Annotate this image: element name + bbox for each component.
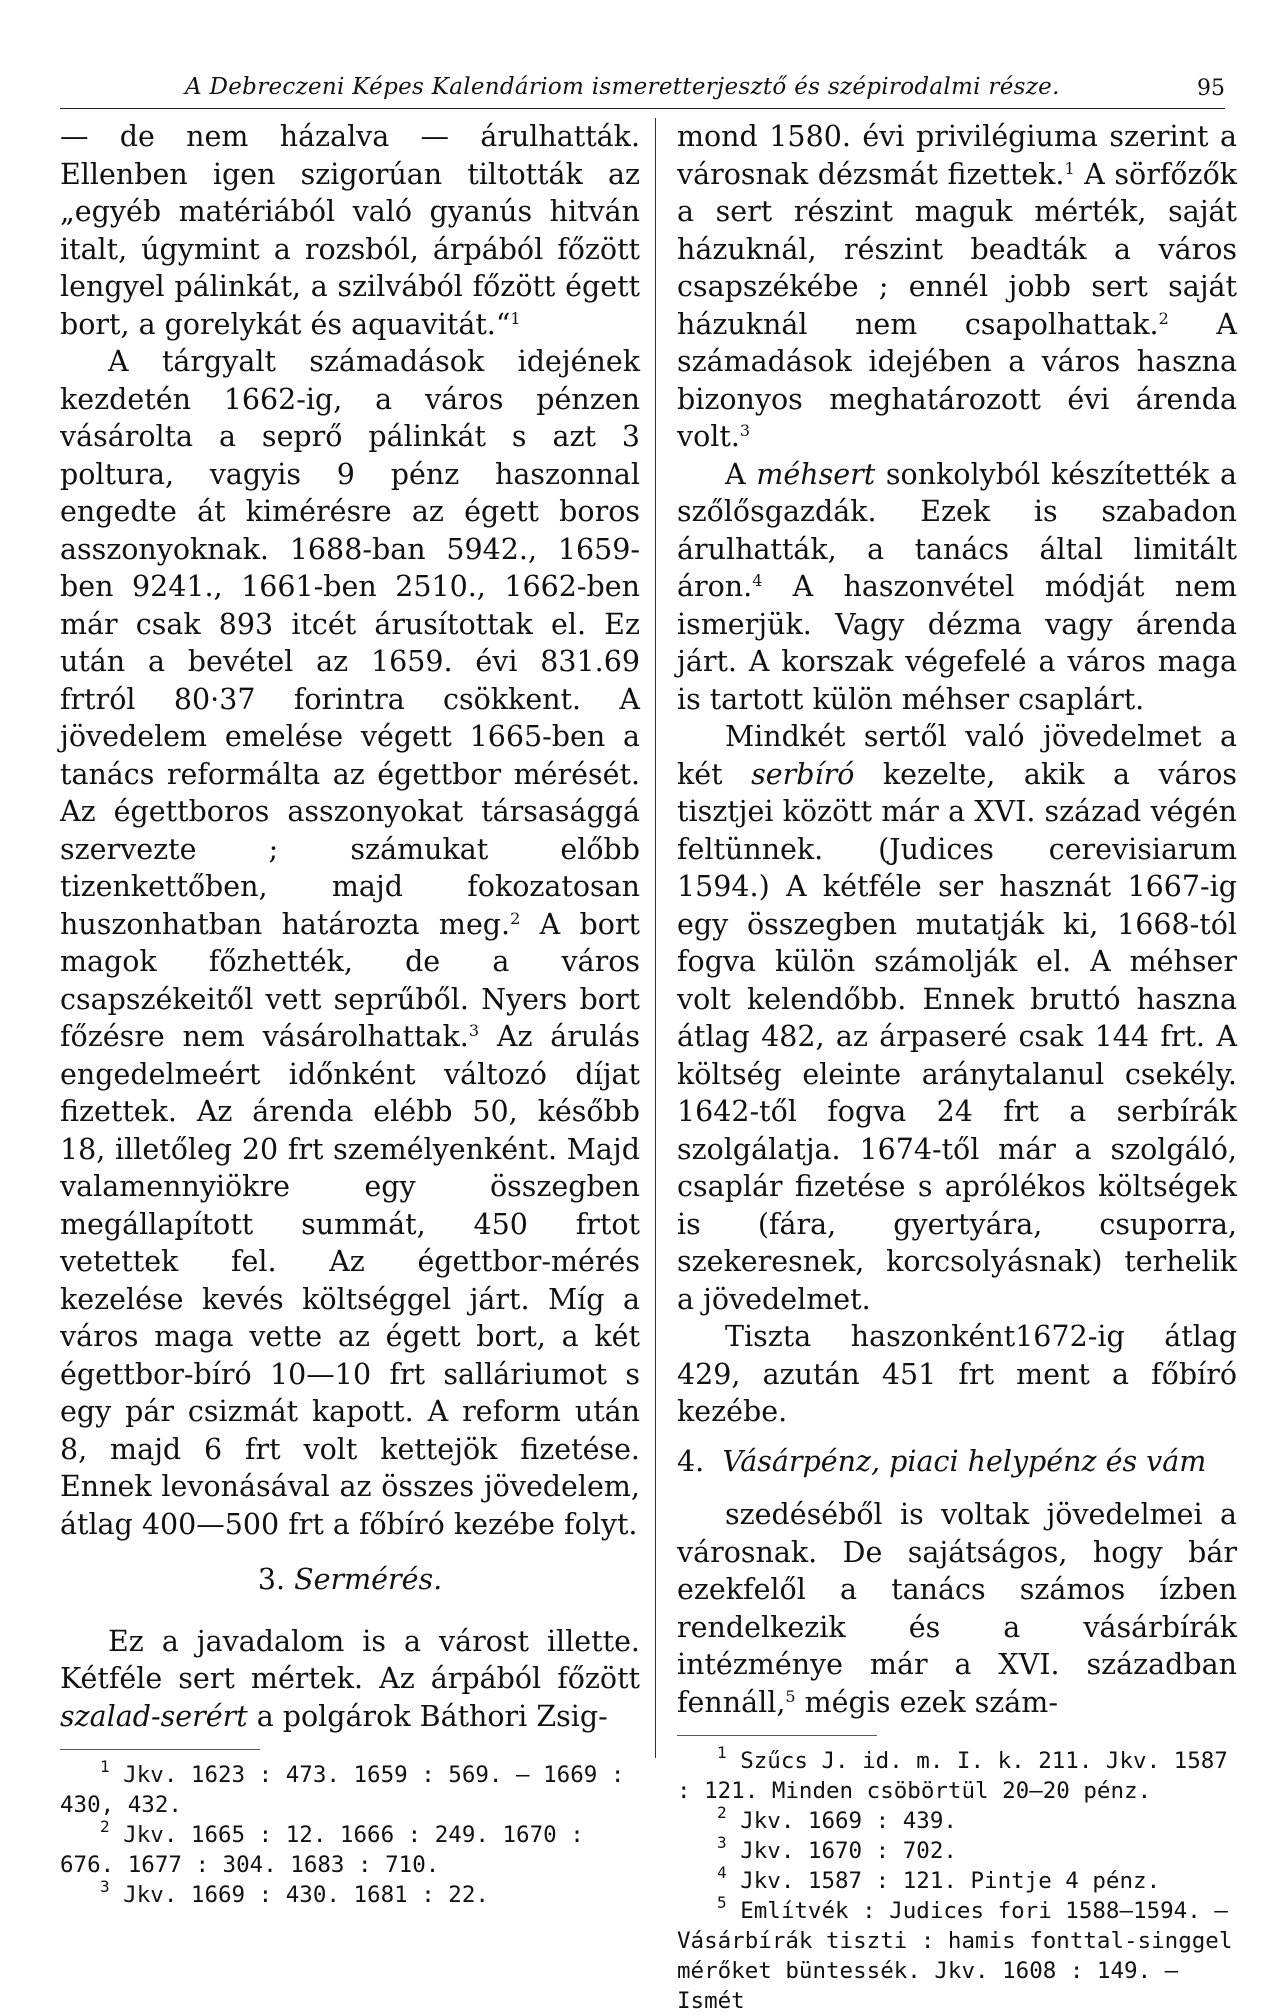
left-paragraph-1: — de nem házalva — árulhatták. Ellenben igen szigorúan tiltották az „egyéb matériából való gyanús hitván italt, úgymint a rozsból, árpából főzött lengyel pálinkát, a szilvából főzött égett bort, a gorelykát és aquavitát.“$^1$	[60, 120, 640, 341]
right-paragraph-2: A méhsert sonkolyból készítették a szőlősgazdák. Ezek is szabadon árulhatták, a tanács által limitált áron.$^4$ A haszonvétel módját nem ismerjük. Vagy dézma vagy árenda járt. A korszak végefelé a város maga is tartott külön méhser csaplárt.	[677, 457, 1237, 716]
footnote-ref: 1	[1064, 158, 1075, 178]
footnote: $^2$ Jkv. 1669 : 439.	[717, 1803, 957, 1834]
footnote-rule	[677, 1735, 877, 1736]
left-column	[60, 118, 640, 1910]
section-heading-3: 3. Sermérés.	[257, 1563, 443, 1596]
right-footnotes	[677, 1743, 1237, 2016]
footnote-ref: 5	[785, 1686, 796, 1706]
footnote: $^3$ Jkv. 1669 : 430. 1681 : 22.	[100, 1877, 489, 1908]
footnote-ref: 2	[510, 908, 521, 928]
section-heading-4: 4. Vásárpénz, piaci helypénz és vám	[677, 1444, 1207, 1478]
left-paragraph-2: A tárgyalt számadások idejének kezdetén 1662-ig, a város pénzen vásárolta a seprő pálinkát s azt 3 poltura, vagyis 9 pénz haszonnal engedte át kimérésre az égett boros asszonyoknak. 1688-ban 5942., 1659-ben 9241., 1661-ben 2510., 1662-ben már csak 893 itcét árusítottak el. Ez után a bevétel az 1659. évi 831.69 frtról 80·37 forintra csökkent. A jövedelem emelése végett 1665-ben a tanács reformálta az égettbor mérését. Az égettboros asszonyokat társasággá szervezte ; számukat előbb tizenkettőben, majd fokozatosan huszonhatban határozta meg.$^2$ A bort magok főzhették, de a város csapszékeitől vett seprűből. Nyers bort főzésre nem vásárolhattak.$^3$ Az árulás engedelmeért időnként változó díjat fizettek. Az árenda elébb 50, később 18, illetőleg 20 frt személyenként. Majd valamennyiökre egy összegben megállapított summát, 450 frtot vetettek fel. Az égettbor-mérés kezelése kevés költséggel járt. Míg a város maga vette az égett bort, a két égettbor-bíró 10—10 frt salláriumot s egy pár csizmát kapott. A reform után 8, majd 6 frt volt kettejök fizetése. Ennek levonásával az összes jövedelem, átlag 400—500 frt a főbíró kezébe folyt.	[60, 345, 641, 1541]
footnote: $^1$ Szűcs J. id. m. I. k. 211. Jkv. 1587 : 121. Minden csöbörtül 20—20 pénz.	[677, 1743, 1228, 1804]
footnote: $^2$ Jkv. 1665 : 12. 1666 : 249. 1670 : 676. 1677 : 304. 1683 : 710.	[60, 1817, 584, 1878]
page-number: 95	[1197, 76, 1225, 101]
footnote: $^3$ Jkv. 1670 : 702.	[717, 1833, 957, 1864]
footnote-rule	[60, 1749, 260, 1750]
right-column	[677, 118, 1237, 2016]
column-divider	[655, 118, 656, 1758]
footnote-ref: 2	[1158, 308, 1169, 328]
footnote: $^5$ Említvék : Judices fori 1588—1594. — Vásárbírák tiszti : hamis fonttal-singgel mérőket büntessék. Jkv. 1608 : 149. — Ismét	[677, 1893, 1233, 2014]
right-paragraph-4: Tiszta haszonként1672-ig átlag 429, azután 451 frt ment a főbíró kezébe.	[677, 1320, 1237, 1428]
footnote-ref: 1	[510, 308, 521, 328]
right-paragraph-1: mond 1580. évi privilégiuma szerint a városnak dézsmát fizettek.$^1$ A sörfőzők a sert részint maguk mérték, saját házuknál, részint beadták a város csapszékébe ; ennél jobb sert saját házuknál nem csapolhattak.$^2$ A számadások idejében a város haszna bizonyos meghatározott évi árenda volt.$^3$	[677, 120, 1237, 453]
header-rule	[60, 108, 1225, 109]
footnote: $^4$ Jkv. 1587 : 121. Pintje 4 pénz.	[717, 1863, 1161, 1894]
right-paragraph-3: Mindkét sertől való jövedelmet a két serbíró kezelte, akik a város tisztjei között már a XVI. század végén feltünnek. (Judices cerevisiarum 1594.) A kétféle ser hasznát 1667-ig egy összegben mutatják ki, 1668-tól fogva külön számolják el. A méhser volt kelendőbb. Ennek bruttó haszna átlag 482, az árpaseré csak 144 frt. A költség eleinte aránytalanul csekély. 1642-től fogva 24 frt a serbírák szolgálatja. 1674-től már a szolgáló, csaplár fizetése s aprólékos költségek is (fára, gyertyára, csuporra, szekeresnek, korcsolyásnak) terhelik a jövedelmet.	[677, 720, 1237, 1316]
left-paragraph-3: Ez a javadalom is a várost illette. Kétféle sert mértek. Az árpából főzött szalad-serért a polgárok Báthori Zsig-	[60, 1624, 640, 1733]
running-header	[60, 68, 1225, 108]
right-paragraph-5: szedéséből is voltak jövedelmei a városnak. De sajátságos, hogy bár ezekfelől a tanács számos ízben rendelkezik és a vásárbírák intézménye már a XVI. században fennáll,$^5$ mégis ezek szám-	[677, 1498, 1237, 1719]
footnote: $^1$ Jkv. 1623 : 473. 1659 : 569. — 1669 : 430, 432.	[60, 1757, 625, 1818]
left-footnotes	[60, 1757, 640, 1910]
footnote-ref: 3	[468, 1021, 480, 1040]
footnote-ref: 4	[752, 571, 763, 590]
header-title: A Debreczeni Képes Kalendáriom ismeretterjesztő és szépirodalmi része.	[185, 74, 1060, 100]
footnote-ref: 3	[739, 421, 751, 440]
